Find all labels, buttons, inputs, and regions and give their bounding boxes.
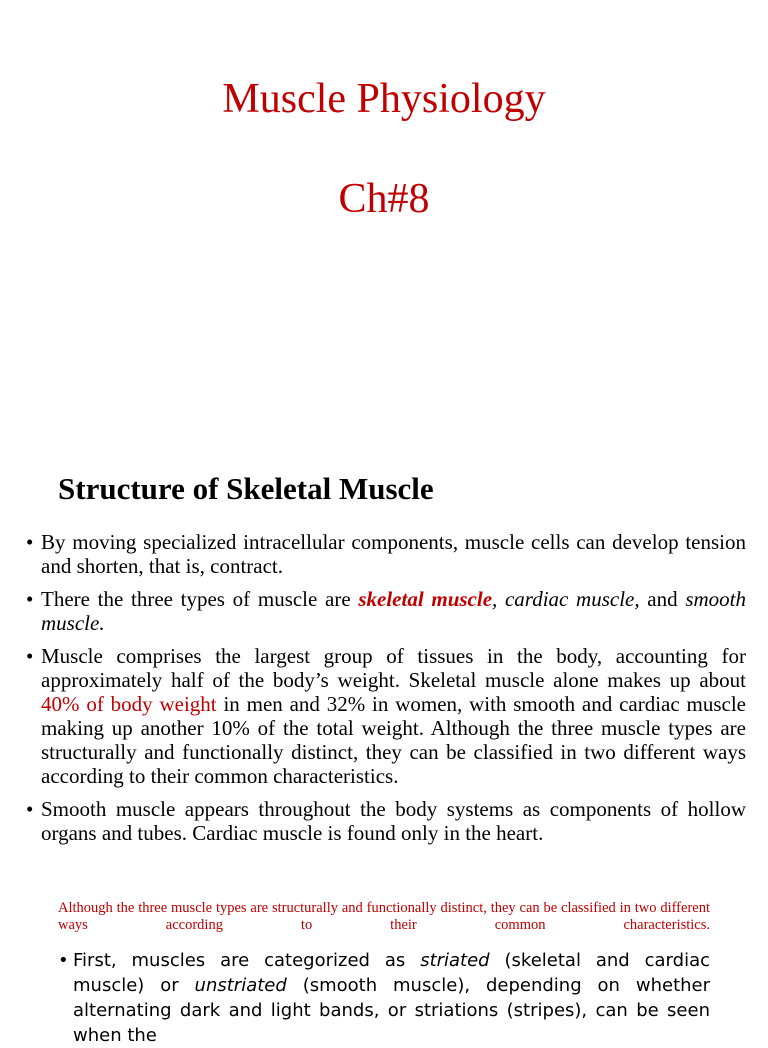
bullet-text: , <box>492 587 505 611</box>
bullet-icon: • <box>26 587 34 611</box>
unstriated-term: unstriated <box>194 975 287 996</box>
bullet-text: Smooth muscle appears throughout the body systems as components of hollow organs and tubes. Cardiac muscle is found only in the heart. <box>41 797 746 845</box>
bullet-item-striated <box>58 948 710 1048</box>
bullet-text: First, muscles are categorized as <box>73 950 421 971</box>
bullet-text: and <box>639 587 686 611</box>
bullet-list <box>26 530 746 854</box>
bullet-text: (skeletal and cardiac muscle) or <box>73 950 710 996</box>
bullet-item-body-weight <box>26 644 746 788</box>
bullet-text: There the three types of muscle are <box>41 587 359 611</box>
bullet-item-contraction <box>26 530 746 578</box>
bullet-text: (smooth muscle), depending on whether alternating dark and light bands, or striations (stripes), can be seen when the <box>73 975 711 1046</box>
chapter-number: Ch#8 <box>338 176 430 222</box>
bullet-text: Muscle comprises the largest group of tissues in the body, accounting for approximately half of the body’s weight. Skeletal muscle alone makes up about <box>41 644 746 692</box>
bullet-text: By moving specialized intracellular components, muscle cells can develop tension and shorten, that is, contract. <box>41 530 746 578</box>
bullet-text: in men and 32% in women, with smooth and cardiac muscle making up another 10% of the total weight. Although the three muscle types are structurally and functionally distinct, they can be classified in two different ways according to their common characteristics. <box>41 692 746 788</box>
bullet-icon: • <box>26 797 34 821</box>
section-heading: Structure of Skeletal Muscle <box>58 471 434 506</box>
smooth-muscle-term: smooth muscle. <box>41 587 746 635</box>
classification-list <box>58 948 710 1048</box>
bullet-item-muscle-types <box>26 587 746 635</box>
cardiac-muscle-term: cardiac muscle, <box>504 587 640 611</box>
skeletal-muscle-term: skeletal muscle <box>358 587 493 611</box>
striated-term: striated <box>420 950 490 971</box>
slide-title: Muscle Physiology <box>222 76 546 122</box>
bullet-icon: • <box>26 530 34 554</box>
classification-note: Although the three muscle types are structurally and functionally distinct, they can be classified in two different ways according to their common characteristics. <box>58 900 710 933</box>
bullet-icon: • <box>58 950 69 971</box>
bullet-icon: • <box>26 644 34 668</box>
body-weight-highlight: 40% of body weight <box>41 692 217 716</box>
bullet-item-smooth-cardiac <box>26 797 746 845</box>
